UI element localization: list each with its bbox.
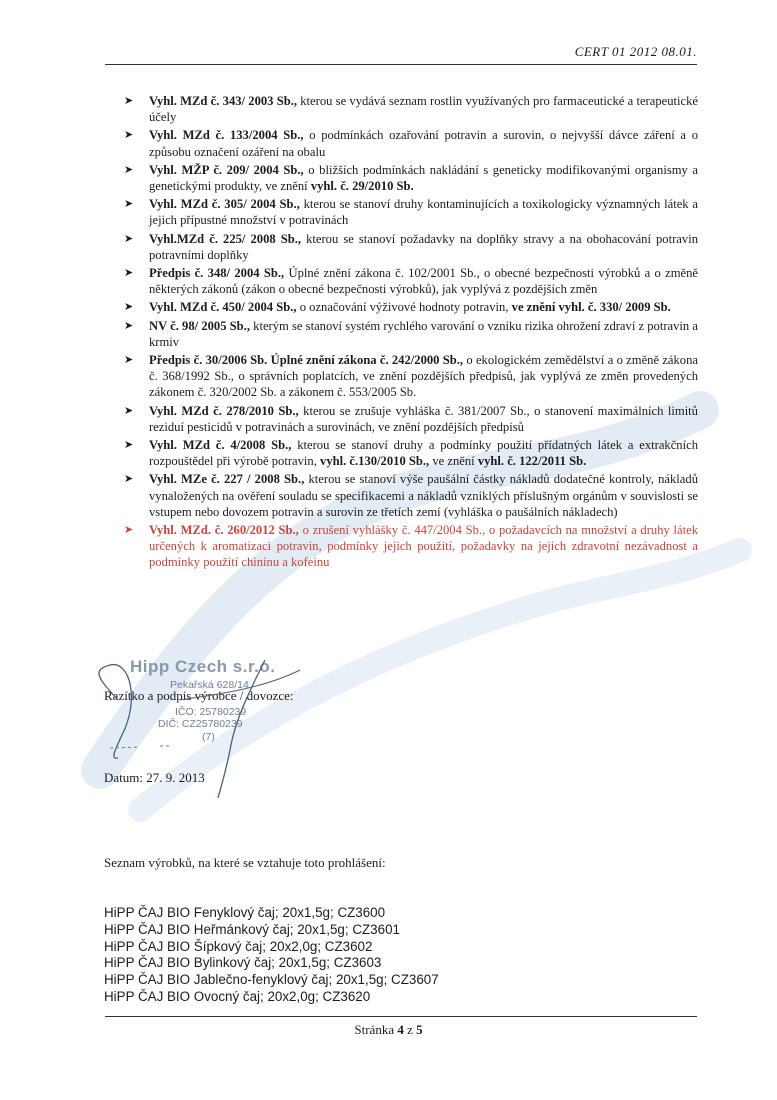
list-item: [120, 162, 698, 194]
signature-label: Razítko a podpis výrobce / dovozce:: [104, 688, 294, 703]
list-item: [120, 127, 698, 159]
arrow-bullet-icon: ➤: [124, 129, 134, 142]
regulation-ref: Vyhl. MZd č. 343/ 2003 Sb.,: [149, 94, 298, 108]
stamp-number: (7): [202, 731, 215, 743]
page-label: Stránka: [354, 1022, 395, 1037]
total-pages: 5: [416, 1022, 423, 1037]
regulation-text: o podmínkách ozařování potravin a surovin, o nejvyšší dávce záření a o způsobu označení ozáření na obalu: [149, 128, 698, 159]
list-item: [120, 93, 698, 125]
products-list: [104, 905, 439, 1006]
list-item: HiPP ČAJ BIO Fenyklový čaj; 20x1,5g; CZ3600: [104, 905, 386, 920]
list-item: [120, 196, 698, 228]
regulation-text: ve znění: [429, 454, 478, 469]
regulation-text: kterou se zrušuje vyhláška č. 381/2007 Sb., o stanovení maximálních limitů reziduí pesticidů v potravinách a surovinách, ve znění pozdějších předpisů: [149, 403, 698, 434]
header-rule: [105, 64, 697, 65]
regulation-ref: Vyhl. MZd č. 4/2008 Sb.,: [149, 438, 292, 453]
regulation-text: kterým se stanoví systém rychlého varování o vzniku rizika ohrožení zdraví z potravin a krmiv: [149, 318, 698, 349]
list-item: [120, 403, 698, 435]
document-code: CERT 01 2012 08.01.: [574, 44, 697, 59]
stamp-dic: DIČ: CZ25780239: [158, 718, 243, 730]
list-item: HiPP ČAJ BIO Heřmánkový čaj; 20x1,5g; CZ3601: [104, 921, 400, 937]
regulation-amendment: vyhl. č.130/2010 Sb.,: [320, 454, 430, 469]
regulation-text: kterou se vydává seznam rostlin využívaných pro farmaceutické a terapeutické účely: [149, 94, 698, 125]
stamp-street: Pekařská 628/14: [170, 679, 249, 691]
arrow-bullet-icon: ➤: [124, 198, 134, 211]
regulation-ref: Vyhl. MZd č. 305/ 2004 Sb.,: [149, 197, 300, 212]
arrow-bullet-icon: ➤: [124, 267, 134, 280]
regulation-text: kterou se stanoví výše paušální částky nákladů dodatečné kontroly, nákladů vynaložených na ověření souladu se specifikacemi a nákladů vzniklých příslušným orgánům v souvislosti se vstupem nebo dovozem potravin a surovin ze třetích zemí (vyhláška o paušálních nákladech): [149, 472, 698, 519]
regulation-amendment: vyhl. č. 122/2011 Sb.: [477, 454, 587, 469]
regulation-ref: Předpis č. 348/ 2004 Sb.,: [149, 266, 285, 281]
page-number: [0, 1022, 777, 1038]
list-item: [120, 352, 698, 401]
list-item: [120, 299, 698, 315]
arrow-bullet-icon: ➤: [124, 319, 134, 332]
regulation-text: kterou se stanoví požadavky na doplňky stravy a na obohacování potravin potravními doplňky: [149, 231, 698, 262]
regulation-text: Úplné znění zákona č. 102/2001 Sb., o obecné bezpečnosti výrobků a o změně některých zákonů (zákon o obecné bezpečnosti výrobků), jak vyplývá z pozdějších změn: [149, 266, 698, 297]
list-item: [120, 318, 698, 350]
regulation-ref: Vyhl. MZd č. 133/2004 Sb.,: [149, 128, 304, 143]
list-item: HiPP ČAJ BIO Bylinkový čaj; 20x1,5g; CZ3603: [104, 955, 382, 971]
footer-rule: [105, 1016, 697, 1017]
list-item-new-regulation: [120, 522, 698, 571]
arrow-bullet-icon: ➤: [124, 524, 134, 537]
regulation-text: o zrušení vyhlášky č. 447/2004 Sb., o požadavcích na množství a druhy látek určených k aromatizaci potravin, podmínky jejich použití, požadavky na jejich zdravotní nezávadnost a podmínky použití chininu a kofeinu: [149, 523, 699, 570]
regulation-ref: Vyhl.MZd č. 225/ 2008 Sb.,: [149, 231, 302, 246]
list-item: HiPP ČAJ BIO Jablečno-fenyklový čaj; 20x1,5g; CZ3607: [104, 972, 439, 988]
current-page: 4: [397, 1022, 404, 1037]
regulation-text: o ekologickém zemědělství a o změně zákona č. 368/1992 Sb., o správních poplatcích, ve znění pozdějších předpisů, jak vyplývá ze změn provedených zákonem č. 320/2002 Sb. a zákonem č. 553/2005 Sb.: [149, 353, 698, 400]
arrow-bullet-icon: ➤: [124, 354, 134, 367]
list-item: [120, 471, 698, 520]
arrow-bullet-icon: ➤: [124, 404, 134, 417]
arrow-bullet-icon: ➤: [124, 163, 134, 176]
arrow-bullet-icon: ➤: [124, 473, 134, 486]
regulation-text: kterou se stanoví druhy a podmínky použití přídatných látek a extrakčních rozpouštědel při výrobě potravin,: [149, 438, 698, 469]
regulation-amendment: vyhl. č. 29/2010 Sb.: [310, 179, 414, 194]
regulation-amendment: ve znění vyhl. č. 330/ 2009 Sb.: [511, 300, 671, 315]
products-intro: Seznam výrobků, na které se vztahuje toto prohlášení:: [104, 855, 386, 870]
regulations-list: [120, 93, 698, 573]
arrow-bullet-icon: ➤: [124, 301, 134, 314]
regulation-text: o označování výživové hodnoty potravin,: [296, 300, 512, 315]
stamp-company-name: Hipp Czech s.r.o.: [130, 657, 276, 676]
regulation-ref: NV č. 98/ 2005 Sb.,: [149, 318, 250, 333]
stamp-ico: IČO: 25780239: [175, 706, 247, 718]
arrow-bullet-icon: ➤: [124, 232, 134, 245]
regulation-text: kterou se stanoví druhy kontaminujících a toxikologicky významných látek a jejich přípustné množství v potravinách: [149, 197, 698, 228]
regulation-ref: Vyhl. MZd č. 450/ 2004 Sb.,: [149, 300, 297, 315]
regulation-ref: Vyhl. MZd č. 278/2010 Sb.,: [149, 403, 299, 418]
date-field: Datum: 27. 9. 2013: [104, 770, 205, 785]
regulation-ref: Vyhl. MZe č. 227 / 2008 Sb.,: [149, 472, 305, 487]
regulation-ref: Vyhl. MŽP č. 209/ 2004 Sb.,: [149, 162, 304, 177]
regulation-ref: Vyhl. MZd. č. 260/2012 Sb.,: [149, 523, 299, 538]
list-item: [120, 231, 698, 263]
regulation-text: o bližších podmínkách nakládání s geneticky modifikovanými organismy a genetickými produkty, ve znění: [149, 162, 698, 194]
list-item: HiPP ČAJ BIO Šípkový čaj; 20x2,0g; CZ3602: [104, 938, 373, 954]
regulation-ref: Předpis č. 30/2006 Sb. Úplné znění zákona č. 242/2000 Sb.,: [149, 353, 464, 368]
list-item: HiPP ČAJ BIO Ovocný čaj; 20x2,0g; CZ3620: [104, 988, 371, 1004]
page-of-label: z: [407, 1022, 413, 1037]
arrow-bullet-icon: ➤: [124, 95, 134, 107]
list-item: [120, 265, 698, 297]
list-item: [120, 437, 698, 469]
arrow-bullet-icon: ➤: [124, 439, 134, 452]
